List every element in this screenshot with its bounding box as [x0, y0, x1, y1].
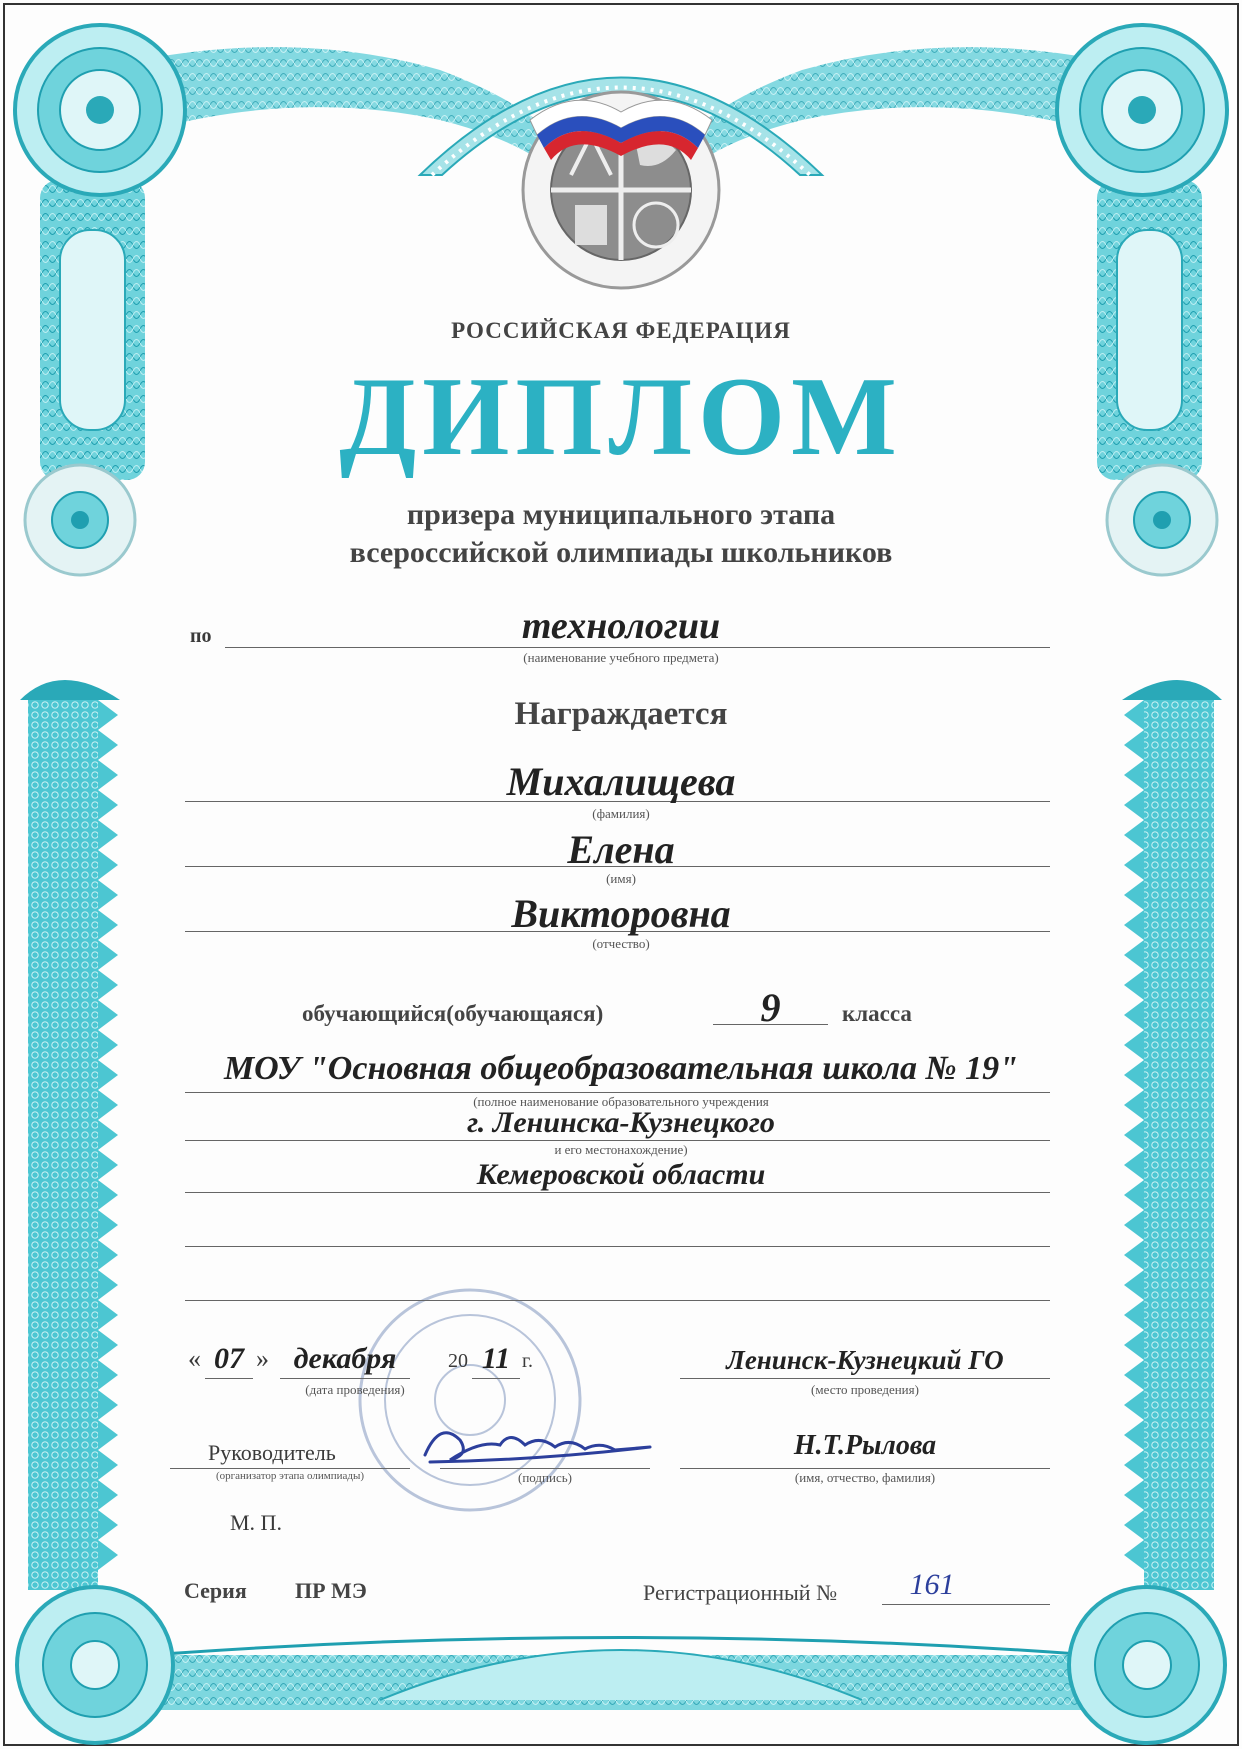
name-value: Елена	[567, 827, 675, 872]
school-line-3	[185, 1192, 1050, 1193]
place-caption: (место проведения)	[811, 1382, 919, 1397]
olympiad-emblem-icon	[523, 92, 719, 288]
series-value: ПР МЭ	[295, 1578, 367, 1603]
signatory-name: Н.Т.Рылова	[793, 1430, 937, 1461]
rosette-bottom-right-icon	[1069, 1587, 1225, 1743]
signatory-role: Руководитель	[208, 1440, 336, 1465]
signatory-name-caption: (имя, отчество, фамилия)	[794, 1470, 936, 1485]
subtitle-line-2: всероссийской олимпиады школьников	[349, 536, 893, 569]
empty-line-2	[185, 1300, 1050, 1301]
grade-value: 9	[760, 985, 781, 1030]
patronymic-value: Викторовна	[511, 891, 731, 936]
subject-value: технологии	[521, 605, 721, 647]
rosette-top-left-icon	[15, 25, 185, 195]
signature-caption: (подпись)	[518, 1470, 572, 1485]
date-day-line	[205, 1378, 253, 1379]
school-line-2	[185, 1140, 1050, 1141]
school-name: МОУ "Основная общеобразовательная школа № 19"	[223, 1050, 1019, 1087]
school-caption-1: (полное наименование образовательного учреждения	[473, 1094, 769, 1109]
date-day: 07	[214, 1342, 244, 1375]
signatory-name-line	[680, 1468, 1050, 1469]
registration-line	[882, 1604, 1050, 1605]
date-close-quote: »	[256, 1344, 269, 1373]
school-region: Кемеровской области	[476, 1158, 766, 1191]
surname-value: Михалищева	[506, 759, 736, 804]
country-label: РОССИЙСКАЯ ФЕДЕРАЦИЯ	[451, 318, 791, 343]
stamp-label: М. П.	[230, 1510, 282, 1535]
subtitle-line-1: призера муниципального этапа	[406, 498, 836, 531]
registration-value: 161	[909, 1568, 955, 1601]
series-label: Серия	[184, 1578, 247, 1603]
date-year-suffix: 11	[481, 1342, 511, 1375]
registration-label: Регистрационный №	[643, 1580, 838, 1605]
school-line-1	[185, 1092, 1050, 1093]
grade-prefix: обучающийся(обучающаяся)	[302, 1001, 604, 1026]
date-year-unit: г.	[522, 1350, 533, 1372]
subject-prefix: по	[190, 625, 212, 647]
signature-line	[440, 1468, 650, 1469]
subject-caption: (наименование учебного предмета)	[523, 650, 719, 665]
date-caption: (дата проведения)	[305, 1382, 405, 1397]
school-caption-2: и его местонахождение)	[554, 1142, 688, 1157]
name-caption: (имя)	[606, 871, 636, 886]
surname-caption: (фамилия)	[592, 806, 650, 821]
empty-line-1	[185, 1246, 1050, 1247]
grade-suffix: класса	[842, 1001, 912, 1026]
role-line	[170, 1468, 410, 1469]
awarded-label: Награждается	[514, 696, 728, 732]
rosette-top-right-icon	[1057, 25, 1227, 195]
date-year-line	[472, 1378, 520, 1379]
place-value: Ленинск-Кузнецкий ГО	[726, 1345, 1004, 1375]
date-open-quote: «	[188, 1344, 201, 1373]
place-line	[680, 1378, 1050, 1379]
patronymic-caption: (отчество)	[592, 936, 650, 951]
handwritten-signature-icon	[425, 1433, 650, 1462]
role-caption: (организатор этапа олимпиады)	[215, 1470, 365, 1482]
school-city: г. Ленинска-Кузнецкого	[467, 1106, 775, 1139]
date-month-line	[280, 1378, 410, 1379]
date-year-prefix: 20	[448, 1350, 468, 1372]
rosette-bottom-left-icon	[17, 1587, 173, 1743]
diploma-title: ДИПЛОМ	[339, 355, 903, 479]
date-month: декабря	[293, 1342, 397, 1375]
